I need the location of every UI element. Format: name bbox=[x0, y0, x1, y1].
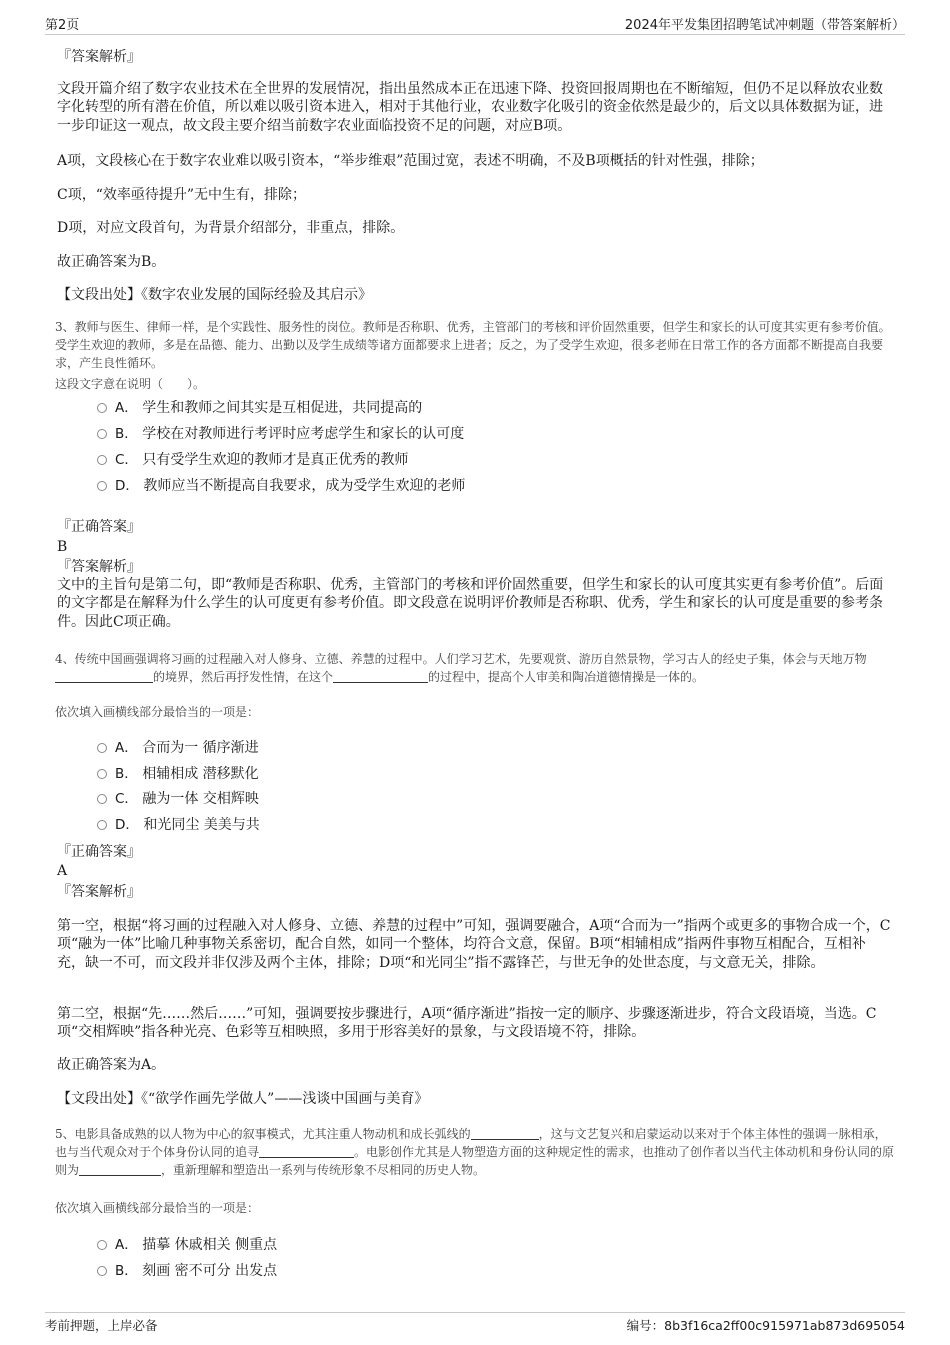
q2-option-a-analysis: A项，文段核心在于数字农业难以吸引资本，“举步维艰”范围过宽，表述不明确，不及B项概括的针对性强，排除； bbox=[57, 153, 764, 169]
q2-analysis-para: 文段开篇介绍了数字农业技术在全世界的发展情况，指出虽然成本正在迅速下降、投资回报周期也在不断缩短，但仍不足以释放农业数字化转型的所有潜在价值，所以难以吸引资本进入，相对于其他行业，农业数字化吸引的资金依然是最少的，后文以具体数据为证，进一步印证这一观点，故文段主要介绍当前数字农业面临投资不足的问题，对应B项。 bbox=[57, 81, 883, 134]
q4-answer-label: 『正确答案』 bbox=[57, 844, 141, 860]
q4-analysis-para1: 第一空，根据“将习画的过程融入对人修身、立德、养慧的过程中”可知，强调要融合，A项“合而为一”指两个或更多的事物合成一个，C项“融为一体”比喻几种事物关系密切，配合自然，如同一个整体，均符合文意，保留。B项“相辅相成”指两件事物互相配合，互相补充，缺一不可，而文段并非仅涉及两个主体，排除；D项“和光同尘”指不露锋芒，与世无争的处世态度，与文意无关，排除。 bbox=[57, 918, 891, 971]
q4-option-a[interactable]: A． 合而为一 循序渐进 bbox=[97, 739, 259, 757]
q2-option-c-analysis: C项，“效率亟待提升”无中生有，排除； bbox=[57, 187, 307, 203]
q5-option-b[interactable]: B． 刻画 密不可分 出发点 bbox=[97, 1262, 277, 1280]
radio-icon[interactable] bbox=[97, 820, 107, 830]
q3-stem: 3、教师与医生、律师一样，是个实践性、服务性的岗位。教师是否称职、优秀，主管部门的考核和评价固然重要，但学生和家长的认可度其实更有参考价值。受学生欢迎的教师，多是在品德、能力、出勤以及学生成绩等诸方面都要求上进者；反之，为了受学生欢迎，很多老师在日常工作的各方面都不断提高自我要求，产生良性循环。 bbox=[55, 320, 891, 370]
q4-stem: 4、传统中国画强调将习画的过程融入对人修身、立德、养慧的过程中。人们学习艺术，先要观赏、游历自然景物，学习古人的经史子集，体会与天地万物的境界，然后再抒发性情，在这个 的过程中，提高个人审美和陶冶道德情操是一体的。 bbox=[55, 652, 867, 684]
footer-slogan: 考前押题，上岸必备 bbox=[45, 1318, 158, 1333]
q4-conclusion: 故正确答案为A。 bbox=[57, 1057, 166, 1073]
q4-source: 【文段出处】《“欲学作画先学做人”——浅谈中国画与美育》 bbox=[57, 1091, 429, 1107]
q4-option-d[interactable]: D． 和光同尘 美美与共 bbox=[97, 816, 260, 834]
q2-option-d-analysis: D项，对应文段首句，为背景介绍部分，非重点，排除。 bbox=[57, 220, 405, 236]
radio-icon[interactable] bbox=[97, 403, 107, 413]
radio-icon[interactable] bbox=[97, 455, 107, 465]
blank-line bbox=[55, 669, 153, 683]
q2-analysis-label: 『答案解析』 bbox=[57, 49, 141, 65]
blank-line bbox=[471, 1126, 539, 1140]
q3-option-b[interactable]: B． 学校在对教师进行考评时应考虑学生和家长的认可度 bbox=[97, 425, 464, 443]
q5-prompt: 依次填入画横线部分最恰当的一项是： bbox=[55, 1201, 260, 1215]
blank-line bbox=[259, 1144, 354, 1158]
q4-prompt: 依次填入画横线部分最恰当的一项是： bbox=[55, 705, 260, 719]
q3-option-d[interactable]: D． 教师应当不断提高自我要求，成为受学生欢迎的老师 bbox=[97, 477, 465, 495]
q4-analysis-label: 『答案解析』 bbox=[57, 884, 141, 900]
q4-analysis-para2: 第二空，根据“先……然后……”可知，强调要按步骤进行，A项“循序渐进”指按一定的顺序、步骤逐渐进步，符合文段语境，当选。C项“交相辉映”指各种光亮、色彩等互相映照，多用于形容美好的景象，与文段语境不符，排除。 bbox=[57, 1006, 877, 1041]
q2-conclusion: 故正确答案为B。 bbox=[57, 254, 166, 270]
document-code: 编号：8b3f16ca2ff00c915971ab873d695054 bbox=[626, 1318, 905, 1333]
radio-icon[interactable] bbox=[97, 1240, 107, 1250]
q5-stem: 5、电影具备成熟的以人物为中心的叙事模式，尤其注重人物动机和成长弧线的 ，这与文艺复兴和启蒙运动以来对于个体主体性的强调一脉相承，也与当代观众对于个体身份认同的追寻 。电影创作尤其是人物塑造方面的这种规定性的需求，也推动了创作者以当代主体动机和身份认同的原则为 ，重新理解和塑造出一系列与传统形象不尽相同的历史人物。 bbox=[55, 1127, 895, 1177]
q3-analysis: 文中的主旨句是第二句，即“教师是否称职、优秀，主管部门的考核和评价固然重要，但学生和家长的认可度其实更有参考价值”。后面的文字都是在解释为什么学生的认可度更有参考价值。即文段意在说明评价教师是否称职、优秀，学生和家长的认可度是重要的参考条件。因此C项正确。 bbox=[57, 577, 884, 630]
q2-source: 【文段出处】《数字农业发展的国际经验及其启示》 bbox=[57, 287, 372, 303]
radio-icon[interactable] bbox=[97, 481, 107, 491]
q4-answer: A bbox=[57, 863, 68, 879]
blank-line bbox=[79, 1162, 161, 1176]
page-number: 第2页 bbox=[45, 18, 80, 33]
radio-icon[interactable] bbox=[97, 1266, 107, 1276]
radio-icon[interactable] bbox=[97, 769, 107, 779]
page-header bbox=[45, 14, 905, 35]
q3-answer: B bbox=[57, 539, 68, 555]
q3-option-c[interactable]: C． 只有受学生欢迎的教师才是真正优秀的教师 bbox=[97, 451, 408, 469]
q4-option-b[interactable]: B． 相辅相成 潜移默化 bbox=[97, 765, 259, 783]
q5-option-a[interactable]: A． 描摹 休戚相关 侧重点 bbox=[97, 1236, 277, 1254]
page-footer bbox=[45, 1312, 905, 1333]
document-title: 2024年平发集团招聘笔试冲刺题（带答案解析） bbox=[624, 18, 905, 33]
q3-option-a[interactable]: A． 学生和教师之间其实是互相促进，共同提高的 bbox=[97, 399, 422, 417]
radio-icon[interactable] bbox=[97, 794, 107, 804]
radio-icon[interactable] bbox=[97, 743, 107, 753]
q3-question: 这段文字意在说明（ ）。 bbox=[55, 377, 206, 391]
radio-icon[interactable] bbox=[97, 429, 107, 439]
q3-analysis-label: 『答案解析』 bbox=[57, 559, 141, 575]
blank-line bbox=[333, 669, 428, 683]
q3-answer-label: 『正确答案』 bbox=[57, 519, 141, 535]
q4-option-c[interactable]: C． 融为一体 交相辉映 bbox=[97, 790, 259, 808]
